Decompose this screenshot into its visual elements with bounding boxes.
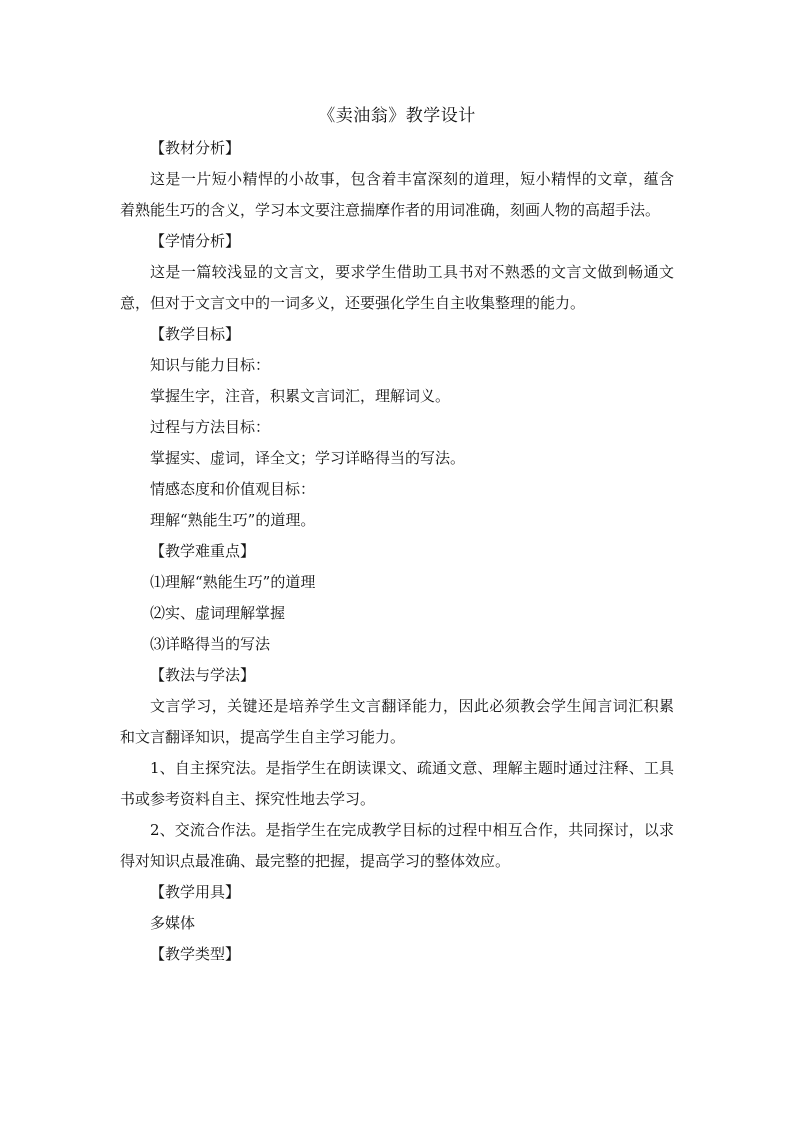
paragraph-student: 这是一篇较浅显的文言文，要求学生借助工具书对不熟悉的文言文做到畅通文意，但对于文言文中的一词多义，还要强化学生自主收集整理的能力。: [120, 263, 674, 312]
goal-emotion-label: 情感态度和价值观目标：: [150, 480, 316, 498]
document-body: [120, 133, 674, 970]
section-heading-key: 【教学难重点】: [150, 542, 256, 560]
goal-emotion-text: 理解“熟能生巧”的道理。: [150, 511, 316, 529]
paragraph-method-2: 2、交流合作法。是指学生在完成教学目标的过程中相互合作，共同探讨，以求得对知识点最准确、最完整的把握，提高学习的整体效应。: [120, 821, 674, 870]
section-heading-goals: 【教学目标】: [150, 325, 241, 343]
paragraph-method-intro: 文言学习，关键还是培养学生文言翻译能力，因此必须教会学生闻言词汇积累和文言翻译知识，提高学生自主学习能力。: [120, 697, 674, 746]
key-point-1: ⑴理解“熟能生巧”的道理: [150, 573, 316, 591]
document-title: 《卖油翁》教学设计: [318, 106, 476, 126]
section-heading-student: 【学情分析】: [150, 232, 241, 250]
key-point-2: ⑵实、虚词理解掌握: [150, 604, 286, 622]
goal-process-text: 掌握实、虚词，译全文；学习详略得当的写法。: [150, 449, 466, 467]
paragraph-tools: 多媒体: [150, 914, 196, 932]
section-heading-material: 【教材分析】: [150, 139, 241, 157]
section-heading-method: 【教法与学法】: [150, 666, 256, 684]
goal-process-label: 过程与方法目标：: [150, 418, 271, 436]
paragraph-method-1: 1、自主探究法。是指学生在朗读课文、疏通文意、理解主题时通过注释、工具书或参考资料自主、探究性地去学习。: [120, 759, 674, 808]
key-point-3: ⑶详略得当的写法: [150, 635, 271, 653]
section-heading-type: 【教学类型】: [150, 945, 241, 963]
goal-knowledge-label: 知识与能力目标：: [150, 356, 271, 374]
goal-knowledge-text: 掌握生字，注音，积累文言词汇，理解词义。: [150, 387, 451, 405]
section-heading-tools: 【教学用具】: [150, 883, 241, 901]
paragraph-material: 这是一片短小精悍的小故事，包含着丰富深刻的道理，短小精悍的文章，蕴含着熟能生巧的含义，学习本文要注意揣摩作者的用词准确，刻画人物的高超手法。: [120, 170, 674, 219]
